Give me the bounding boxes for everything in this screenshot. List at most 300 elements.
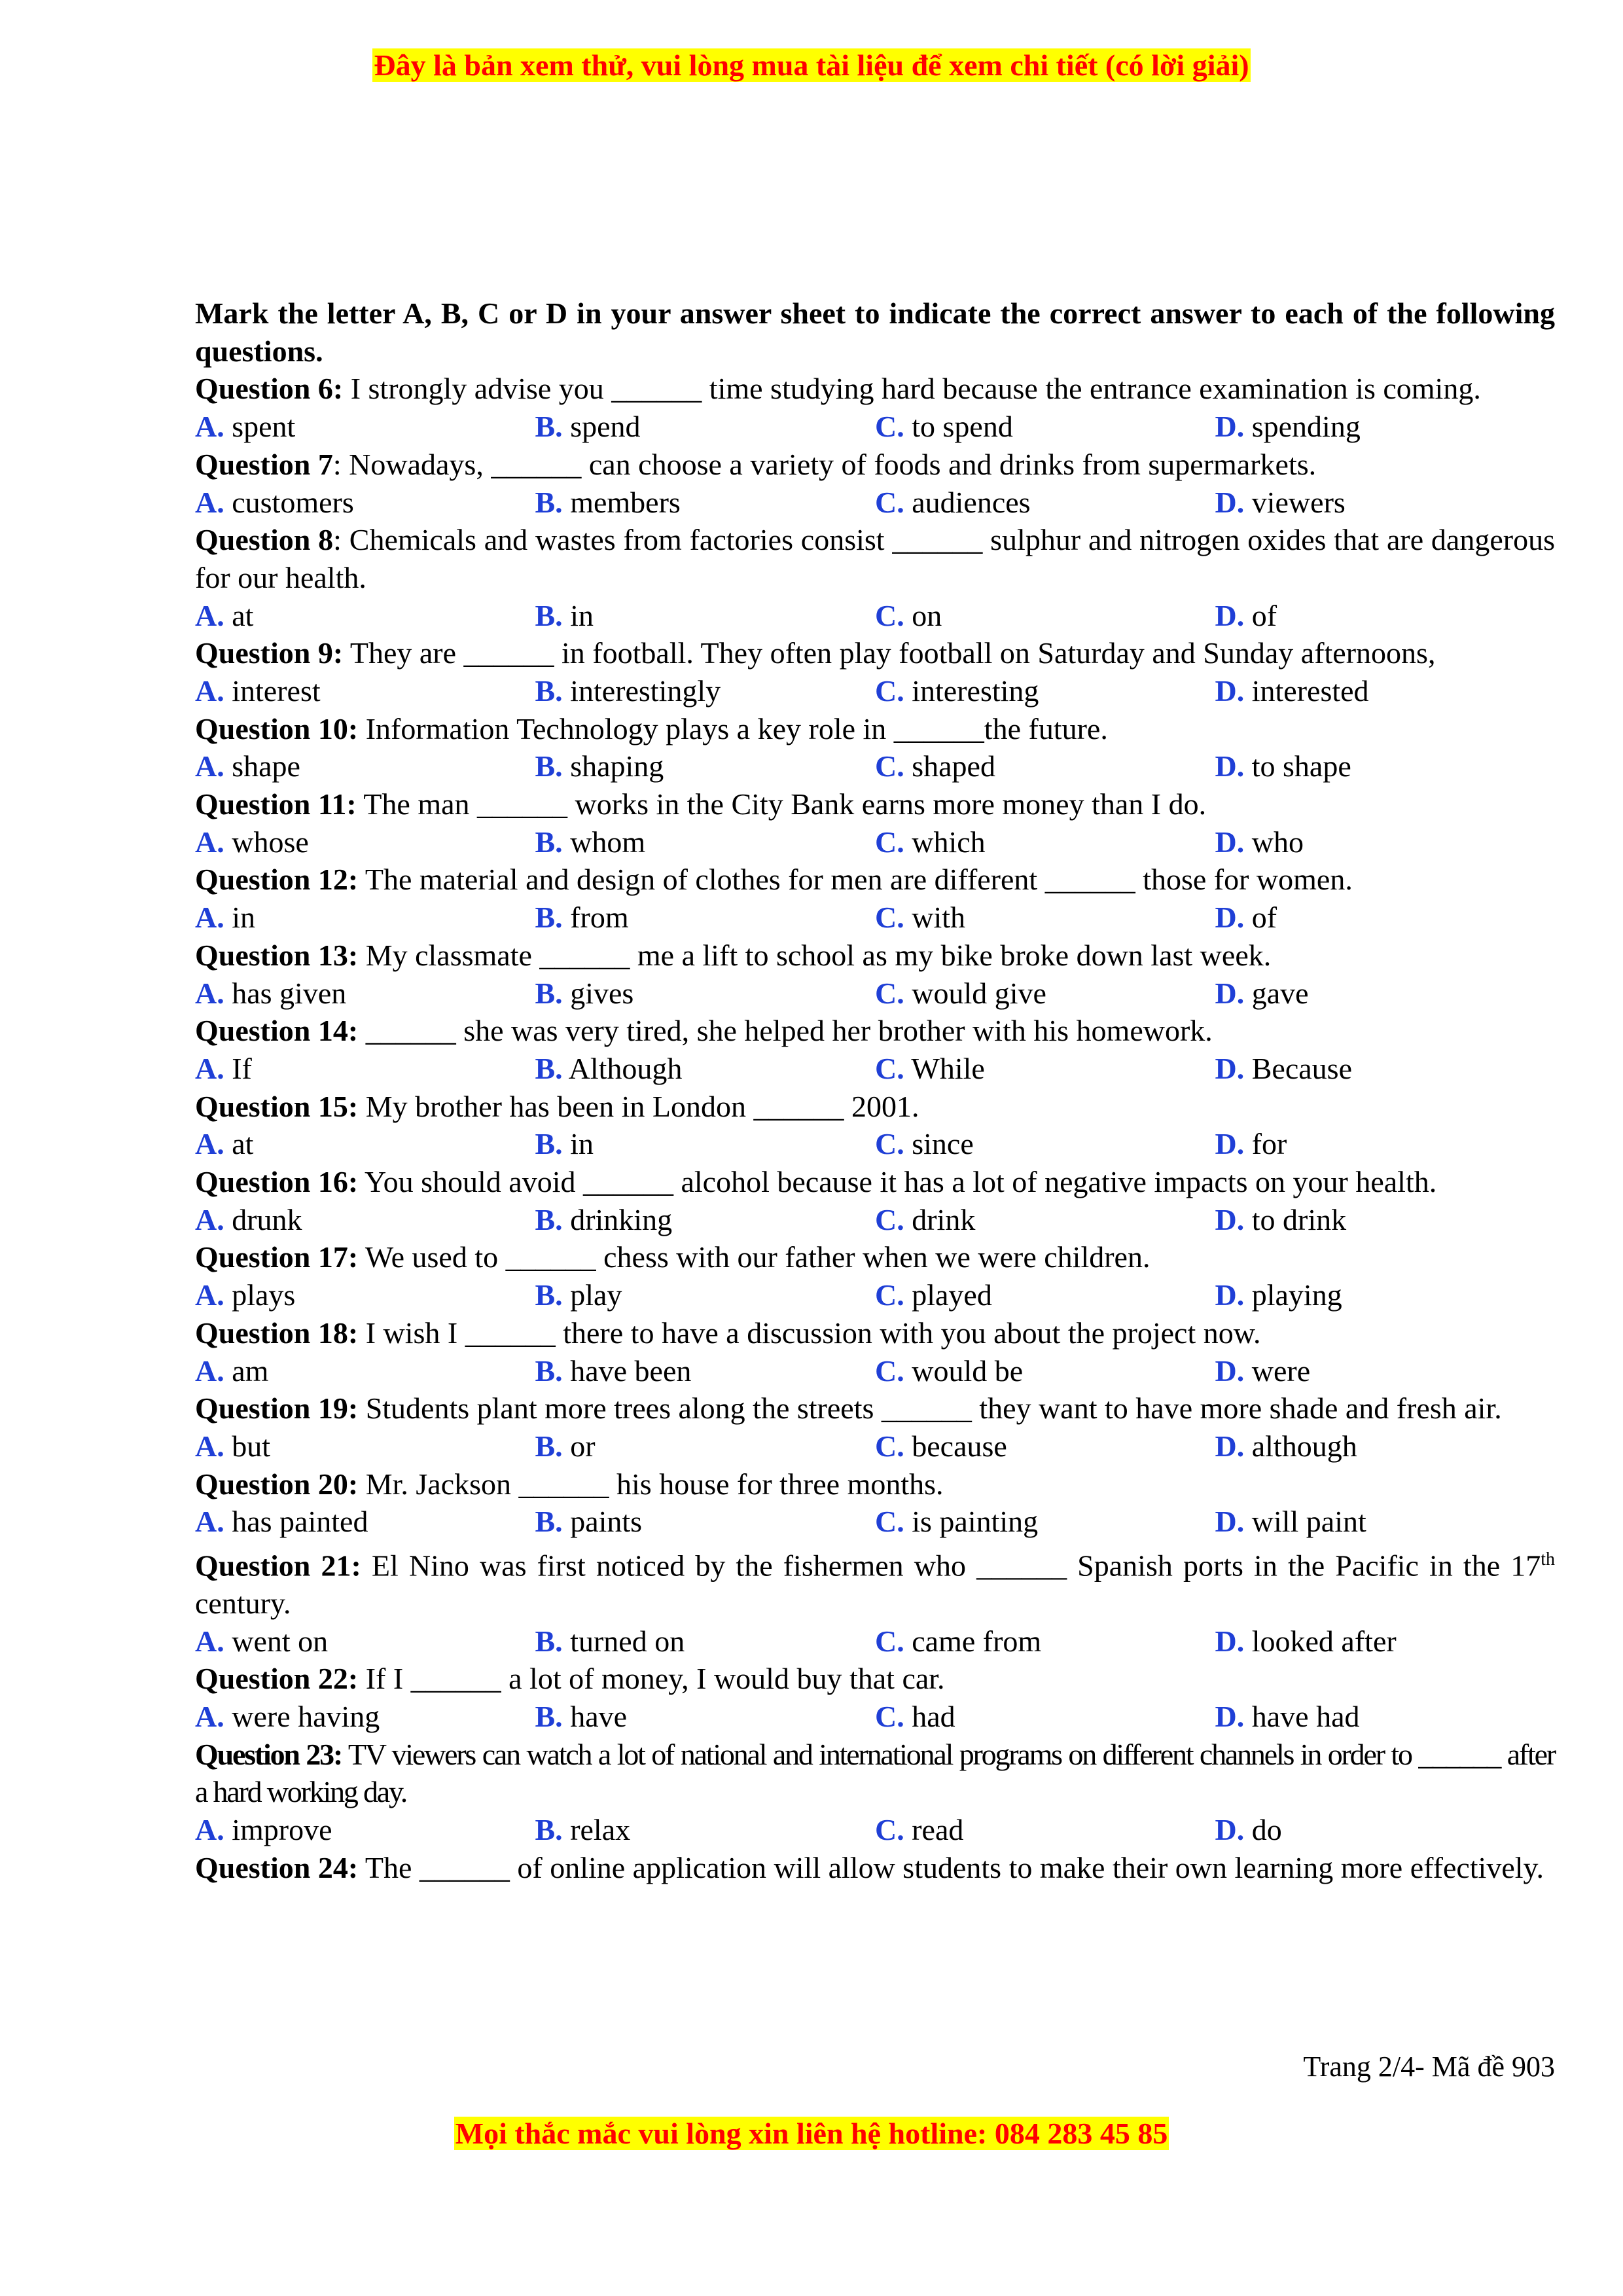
answer-option[interactable]: [535, 1201, 876, 1239]
question-text: We used to ______ chess with our father when we were children.: [365, 1240, 1150, 1274]
option-text: although: [1251, 1429, 1357, 1463]
answer-option[interactable]: [195, 1623, 535, 1660]
option-text: members: [570, 485, 681, 519]
question-label: Question 15:: [195, 1089, 359, 1123]
option-text: in: [570, 1127, 594, 1161]
option-text: Because: [1251, 1051, 1352, 1085]
question-text: I wish I ______ there to have a discussion with you about the project now.: [365, 1316, 1261, 1350]
answer-option[interactable]: [195, 408, 535, 446]
question-text: My classmate ______ me a lift to school as my bike broke down last week.: [365, 938, 1272, 972]
answer-option[interactable]: [875, 484, 1215, 522]
question-label: Question 10:: [195, 711, 359, 745]
option-letter: C.: [875, 410, 904, 444]
option-letter: D.: [1215, 1127, 1245, 1161]
option-letter: A.: [195, 749, 224, 783]
question-item: [195, 634, 1555, 672]
option-letter: A.: [195, 1354, 224, 1388]
option-text: for: [1251, 1127, 1287, 1161]
answer-options: [195, 1427, 1555, 1465]
option-letter: C.: [875, 1278, 904, 1312]
question-label: Question 16:: [195, 1165, 359, 1199]
question-text: ______ she was very tired, she helped her brother with his homework.: [365, 1014, 1213, 1048]
answer-option[interactable]: [875, 1050, 1215, 1088]
answer-option[interactable]: [195, 975, 535, 1013]
option-text: came from: [912, 1624, 1042, 1658]
option-text: am: [232, 1354, 269, 1388]
option-letter: B.: [535, 1278, 563, 1312]
option-letter: B.: [535, 1202, 563, 1236]
question-item: [195, 785, 1555, 823]
question-text: You should avoid ______ alcohol because it has a lot of negative impacts on your health.: [364, 1165, 1437, 1199]
option-letter: D.: [1215, 1813, 1245, 1847]
question-item: [195, 861, 1555, 899]
option-text: will paint: [1251, 1505, 1366, 1539]
answer-option[interactable]: [195, 899, 535, 937]
question-item: [195, 1238, 1555, 1276]
option-text: whom: [570, 825, 646, 859]
answer-option[interactable]: [1215, 1427, 1556, 1465]
option-letter: B.: [535, 485, 563, 519]
answer-option[interactable]: [1215, 1623, 1556, 1660]
answer-option[interactable]: [875, 1427, 1215, 1465]
option-letter: C.: [875, 1202, 904, 1236]
answer-option[interactable]: [875, 975, 1215, 1013]
option-letter: C.: [875, 1354, 904, 1388]
answer-option[interactable]: [875, 1698, 1215, 1736]
question-label: Question 13:: [195, 938, 359, 972]
question-text: : Nowadays, ______ can choose a variety of foods and drinks from supermarkets.: [332, 447, 1317, 481]
option-text: who: [1251, 825, 1304, 859]
question-text: Mr. Jackson ______ his house for three months.: [365, 1467, 944, 1501]
answer-option[interactable]: [1215, 747, 1556, 785]
option-letter: A.: [195, 1202, 224, 1236]
option-text: gave: [1251, 976, 1309, 1010]
option-text: since: [912, 1127, 974, 1161]
option-text: because: [912, 1429, 1007, 1463]
option-letter: D.: [1215, 1429, 1245, 1463]
answer-option[interactable]: [875, 1623, 1215, 1660]
option-text: to shape: [1251, 749, 1351, 783]
answer-option[interactable]: [195, 1427, 535, 1465]
question-label: Question 20:: [195, 1467, 359, 1501]
answer-option[interactable]: [1215, 975, 1556, 1013]
question-item: [195, 1012, 1555, 1050]
answer-option[interactable]: [875, 672, 1215, 710]
option-letter: A.: [195, 825, 224, 859]
option-text: on: [912, 598, 942, 632]
answer-option[interactable]: [535, 899, 876, 937]
option-letter: C.: [875, 598, 904, 632]
option-text: with: [912, 901, 966, 935]
answer-option[interactable]: [195, 1276, 535, 1314]
answer-option[interactable]: [875, 899, 1215, 937]
option-text: would give: [912, 976, 1046, 1010]
option-text: read: [912, 1813, 964, 1847]
question-label: Question 8: [195, 523, 334, 557]
preview-notice-banner: [0, 46, 1623, 85]
option-text: has painted: [232, 1505, 368, 1539]
option-letter: D.: [1215, 1354, 1245, 1388]
question-label: Question 21:: [195, 1549, 361, 1583]
option-letter: B.: [535, 1505, 563, 1539]
option-letter: B.: [535, 1429, 563, 1463]
answer-option[interactable]: [875, 823, 1215, 861]
option-letter: C.: [875, 976, 904, 1010]
option-text: in: [232, 901, 256, 935]
option-text: spending: [1251, 410, 1361, 444]
option-text: play: [570, 1278, 622, 1312]
option-text: turned on: [570, 1624, 685, 1658]
option-text: looked after: [1251, 1624, 1397, 1658]
option-text: relax: [570, 1813, 631, 1847]
answer-option[interactable]: [195, 597, 535, 635]
option-text: interested: [1251, 673, 1369, 708]
question-label: Question 23:: [195, 1737, 342, 1771]
answer-option[interactable]: [1215, 1352, 1556, 1390]
answer-option[interactable]: [535, 597, 876, 635]
option-letter: D.: [1215, 673, 1245, 708]
option-text: interestingly: [570, 673, 721, 708]
answer-option[interactable]: [195, 672, 535, 710]
answer-option[interactable]: [1215, 1503, 1556, 1541]
answer-option[interactable]: [875, 408, 1215, 446]
question-label: Question 17:: [195, 1240, 359, 1274]
question-item: [195, 710, 1555, 748]
question-text-end: century.: [195, 1587, 291, 1620]
option-letter: B.: [535, 976, 563, 1010]
answer-option[interactable]: [535, 1125, 876, 1163]
answer-option[interactable]: [875, 1811, 1215, 1849]
answer-option[interactable]: [535, 1811, 876, 1849]
option-text: shaping: [570, 749, 664, 783]
option-letter: C.: [875, 485, 904, 519]
answer-option[interactable]: [195, 1125, 535, 1163]
answer-options: [195, 899, 1555, 937]
question-label: Question 7: [195, 447, 333, 481]
answer-option[interactable]: [195, 484, 535, 522]
option-text: whose: [232, 825, 309, 859]
option-letter: A.: [195, 1278, 224, 1312]
answer-option[interactable]: [535, 672, 876, 710]
option-letter: D.: [1215, 825, 1245, 859]
option-letter: A.: [195, 1624, 224, 1658]
option-letter: A.: [195, 1429, 224, 1463]
answer-option[interactable]: [1215, 899, 1556, 937]
answer-option[interactable]: [875, 597, 1215, 635]
answer-option[interactable]: [1215, 1201, 1556, 1239]
option-text: would be: [912, 1354, 1024, 1388]
answer-options: [195, 597, 1555, 635]
option-letter: A.: [195, 410, 224, 444]
question-label: Question 19:: [195, 1391, 359, 1426]
option-letter: D.: [1215, 901, 1245, 935]
option-letter: D.: [1215, 1505, 1245, 1539]
option-letter: D.: [1215, 1051, 1245, 1085]
answer-options: [195, 1201, 1555, 1239]
answer-options: [195, 975, 1555, 1013]
option-letter: A.: [195, 1813, 224, 1847]
answer-option[interactable]: [1215, 597, 1556, 635]
answer-option[interactable]: [195, 823, 535, 861]
option-text: at: [232, 598, 254, 632]
option-text: spend: [570, 410, 641, 444]
option-text: had: [912, 1700, 955, 1734]
answer-option[interactable]: [535, 1427, 876, 1465]
answer-option[interactable]: [535, 408, 876, 446]
option-text: at: [232, 1127, 254, 1161]
option-letter: C.: [875, 1051, 904, 1085]
question-item: [195, 1163, 1555, 1201]
option-text: shape: [232, 749, 300, 783]
option-letter: D.: [1215, 1202, 1245, 1236]
option-letter: A.: [195, 598, 224, 632]
answer-option[interactable]: [1215, 823, 1556, 861]
answer-options: [195, 823, 1555, 861]
question-text: Students plant more trees along the streets ______ they want to have more shade and fresh air.: [365, 1391, 1502, 1426]
option-text: to spend: [912, 410, 1013, 444]
answer-option[interactable]: [875, 1352, 1215, 1390]
answer-options: [195, 747, 1555, 785]
question-label: Question 18:: [195, 1316, 359, 1350]
option-text: If: [232, 1051, 252, 1085]
answer-option[interactable]: [1215, 1698, 1556, 1736]
answer-option[interactable]: [875, 747, 1215, 785]
answer-options: [195, 1352, 1555, 1390]
question-text: The ______ of online application will allow students to make their own learning more effectively.: [365, 1850, 1544, 1884]
question-item: [195, 446, 1555, 484]
answer-option[interactable]: [875, 1276, 1215, 1314]
option-letter: D.: [1215, 598, 1245, 632]
ordinal-suffix: th: [1541, 1549, 1556, 1570]
question-list: [195, 370, 1555, 1886]
option-letter: B.: [535, 749, 563, 783]
answer-option[interactable]: [875, 1503, 1215, 1541]
answer-options: [195, 1503, 1555, 1541]
answer-option[interactable]: [535, 1503, 876, 1541]
question-item: [195, 1849, 1555, 1887]
option-letter: B.: [535, 901, 563, 935]
option-text: were: [1251, 1354, 1311, 1388]
option-letter: A.: [195, 485, 224, 519]
option-letter: D.: [1215, 410, 1245, 444]
answer-option[interactable]: [535, 975, 876, 1013]
option-letter: C.: [875, 749, 904, 783]
option-letter: A.: [195, 1700, 224, 1734]
answer-options: [195, 1276, 1555, 1314]
question-text: TV viewers can watch a lot of national and international programs on different channels in order to ______ after a hard working day.: [195, 1737, 1555, 1809]
question-text: El Nino was first noticed by the fishermen who ______ Spanish ports in the Pacific in the 17: [371, 1549, 1541, 1583]
option-text: spent: [232, 410, 296, 444]
option-text: to drink: [1251, 1202, 1347, 1236]
answer-option[interactable]: [535, 1352, 876, 1390]
option-text: gives: [570, 976, 634, 1010]
option-letter: D.: [1215, 485, 1245, 519]
answer-options: [195, 408, 1555, 446]
question-item: [195, 1314, 1555, 1352]
option-text: have been: [570, 1354, 692, 1388]
question-item: [195, 1390, 1555, 1427]
option-text: interest: [232, 673, 321, 708]
question-label: Question 22:: [195, 1662, 359, 1696]
option-letter: B.: [535, 1051, 563, 1085]
option-text: played: [912, 1278, 992, 1312]
option-letter: C.: [875, 1429, 904, 1463]
answer-option[interactable]: [1215, 1125, 1556, 1163]
option-letter: A.: [195, 1505, 224, 1539]
option-letter: B.: [535, 1354, 563, 1388]
option-text: or: [570, 1429, 596, 1463]
answer-option[interactable]: [535, 1698, 876, 1736]
instruction: Mark the letter A, B, C or D in your answer sheet to indicate the correct answer to each of the following questions.: [195, 296, 1555, 368]
answer-option[interactable]: [195, 1050, 535, 1088]
option-text: plays: [232, 1278, 296, 1312]
answer-option[interactable]: [195, 1352, 535, 1390]
option-text: which: [912, 825, 986, 859]
question-item: [195, 370, 1555, 408]
question-text: My brother has been in London ______ 2001.: [365, 1089, 919, 1123]
option-letter: D.: [1215, 1624, 1245, 1658]
option-letter: C.: [875, 1505, 904, 1539]
answer-option[interactable]: [875, 1125, 1215, 1163]
option-letter: B.: [535, 598, 563, 632]
option-letter: C.: [875, 825, 904, 859]
answer-options: [195, 672, 1555, 710]
page-footer: Trang 2/4- Mã đề 903: [1303, 2051, 1555, 2083]
option-text: of: [1251, 901, 1277, 935]
option-text: have: [570, 1700, 628, 1734]
question-label: Question 6:: [195, 372, 344, 406]
question-text: : Chemicals and wastes from factories consist ______ sulphur and nitrogen oxides that are dangerous for our health.: [195, 523, 1555, 594]
option-letter: A.: [195, 976, 224, 1010]
option-letter: C.: [875, 1700, 904, 1734]
option-text: customers: [232, 485, 354, 519]
option-letter: D.: [1215, 976, 1245, 1010]
question-text: If I ______ a lot of money, I would buy that car.: [365, 1662, 945, 1696]
option-letter: B.: [535, 825, 563, 859]
option-text: is painting: [912, 1505, 1039, 1539]
option-text: drink: [912, 1202, 976, 1236]
option-text: have had: [1251, 1700, 1360, 1734]
answer-option[interactable]: [1215, 1811, 1556, 1849]
answer-option[interactable]: [535, 1050, 876, 1088]
option-text: went on: [232, 1624, 329, 1658]
question-item: [195, 521, 1555, 596]
option-letter: C.: [875, 673, 904, 708]
question-item: [195, 937, 1555, 975]
option-letter: D.: [1215, 1700, 1245, 1734]
option-letter: B.: [535, 1700, 563, 1734]
option-letter: B.: [535, 1624, 563, 1658]
question-text: I strongly advise you ______ time studying hard because the entrance examination is coming.: [350, 372, 1481, 406]
answer-option[interactable]: [1215, 1276, 1556, 1314]
option-letter: D.: [1215, 1278, 1245, 1312]
answer-option[interactable]: [1215, 484, 1556, 522]
option-letter: A.: [195, 901, 224, 935]
answer-option[interactable]: [535, 484, 876, 522]
option-text: drunk: [232, 1202, 302, 1236]
option-text: do: [1251, 1813, 1282, 1847]
answer-options: [195, 1623, 1555, 1660]
option-text: were having: [232, 1700, 380, 1734]
answer-option[interactable]: [535, 1276, 876, 1314]
option-text: in: [570, 598, 594, 632]
option-text: paints: [570, 1505, 643, 1539]
option-letter: B.: [535, 1127, 563, 1161]
answer-options: [195, 484, 1555, 522]
option-letter: C.: [875, 901, 904, 935]
option-text: has given: [232, 976, 347, 1010]
question-label: Question 24:: [195, 1850, 359, 1884]
answer-option[interactable]: [535, 1623, 876, 1660]
question-label: Question 14:: [195, 1014, 359, 1048]
answer-options: [195, 1050, 1555, 1088]
question-text: The material and design of clothes for men are different ______ those for women.: [365, 863, 1353, 897]
question-text: The man ______ works in the City Bank earns more money than I do.: [363, 787, 1207, 821]
question-text: Information Technology plays a key role in ______the future.: [365, 711, 1108, 745]
answer-option[interactable]: [195, 1201, 535, 1239]
option-letter: C.: [875, 1624, 904, 1658]
option-letter: A.: [195, 1051, 224, 1085]
option-text: interesting: [912, 673, 1039, 708]
option-text: drinking: [570, 1202, 673, 1236]
option-text: Although: [568, 1051, 683, 1085]
option-letter: C.: [875, 1127, 904, 1161]
option-letter: B.: [535, 410, 563, 444]
answer-option[interactable]: [1215, 408, 1556, 446]
question-label: Question 12:: [195, 863, 359, 897]
hotline-text: Mọi thắc mắc vui lòng xin liên hệ hotline: 084 283 45 85: [455, 2117, 1168, 2150]
option-letter: D.: [1215, 749, 1245, 783]
option-letter: A.: [195, 673, 224, 708]
question-sheet: [195, 295, 1555, 1887]
question-label: Question 9:: [195, 636, 344, 670]
preview-notice-text: Đây là bản xem thử, vui lòng mua tài liệu để xem chi tiết (có lời giải): [374, 48, 1249, 82]
answer-option[interactable]: [195, 1811, 535, 1849]
question-item: [195, 1736, 1555, 1811]
option-text: but: [232, 1429, 271, 1463]
answer-option[interactable]: [1215, 672, 1556, 710]
option-letter: A.: [195, 1127, 224, 1161]
option-text: playing: [1251, 1278, 1342, 1312]
answer-option[interactable]: [535, 747, 876, 785]
question-item: [195, 1088, 1555, 1126]
option-text: improve: [232, 1813, 332, 1847]
option-text: from: [570, 901, 629, 935]
option-letter: B.: [535, 673, 563, 708]
option-text: of: [1251, 598, 1277, 632]
option-text: While: [911, 1051, 985, 1085]
answer-option[interactable]: [535, 823, 876, 861]
option-text: audiences: [912, 485, 1031, 519]
answer-option[interactable]: [1215, 1050, 1556, 1088]
option-letter: C.: [875, 1813, 904, 1847]
question-item: [195, 1660, 1555, 1698]
answer-option[interactable]: [195, 1503, 535, 1541]
question-label: Question 11:: [195, 787, 357, 821]
question-item: [195, 1541, 1555, 1623]
answer-option[interactable]: [195, 747, 535, 785]
question-item: [195, 1465, 1555, 1503]
question-text: They are ______ in football. They often play football on Saturday and Sunday afternoons,: [349, 636, 1436, 670]
answer-options: [195, 1811, 1555, 1849]
option-text: viewers: [1251, 485, 1346, 519]
answer-option[interactable]: [875, 1201, 1215, 1239]
answer-options: [195, 1698, 1555, 1736]
hotline-banner: [0, 2114, 1623, 2153]
answer-options: [195, 1125, 1555, 1163]
option-letter: B.: [535, 1813, 563, 1847]
answer-option[interactable]: [195, 1698, 535, 1736]
